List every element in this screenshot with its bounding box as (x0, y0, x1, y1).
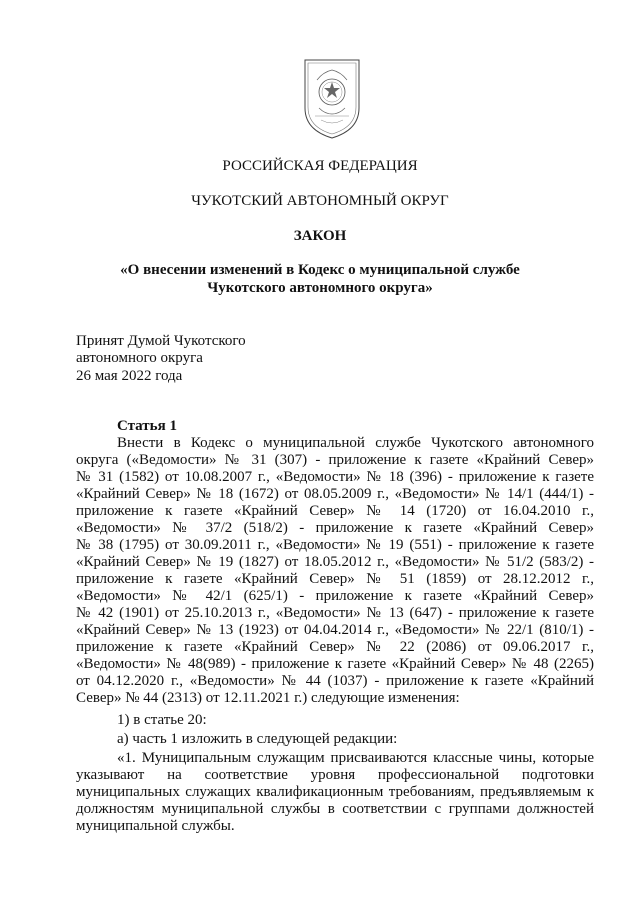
adoption-line-2: автономного округа (76, 350, 203, 366)
adoption-date: 26 мая 2022 года (76, 368, 183, 384)
paragraph-line: № 31 (1582) от 10.08.2007 г., «Ведомости» № 18 (396) - приложение к газете (76, 469, 594, 485)
list-item-a: а) часть 1 изложить в следующей редакции: (117, 731, 398, 747)
coat-of-arms-emblem (303, 58, 361, 140)
law-title-line-2: Чукотского автономного округа» (207, 280, 433, 296)
paragraph-line: № 38 (1795) от 30.09.2011 г., «Ведомости» № 19 (551) - приложение к газете (76, 537, 594, 553)
paragraph-line: «Крайний Север» № 18 (1672) от 08.05.2009 г., «Ведомости» № 14/1 (444/1) - (76, 486, 594, 502)
quote-line: должностям муниципальной службы в соответствии с группами должностей (76, 801, 594, 817)
paragraph-line: от 04.12.2020 г., «Ведомости» № 44 (1037) - приложение к газете «Крайний (76, 673, 594, 689)
paragraph-line: «Крайний Север» № 13 (1923) от 04.04.2014 г., «Ведомости» № 22/1 (810/1) - (76, 622, 594, 638)
paragraph-line: № 42 (1901) от 25.10.2013 г., «Ведомости» № 13 (647) - приложение к газете (76, 605, 594, 621)
region-heading: ЧУКОТСКИЙ АВТОНОМНЫЙ ОКРУГ (191, 193, 449, 209)
paragraph-line: приложение к газете «Крайний Север» № 14 (1720) от 16.04.2010 г., (76, 503, 594, 519)
list-item-1: 1) в статье 20: (117, 712, 207, 728)
paragraph-line: «Ведомости» № 42/1 (625/1) - приложение к газете «Крайний Север» (76, 588, 594, 604)
document-type-heading: ЗАКОН (293, 228, 347, 244)
adoption-line-1: Принят Думой Чукотского (76, 333, 246, 349)
paragraph-line: Внести в Кодекс о муниципальной службе Чукотского автономного (117, 435, 594, 451)
paragraph-line: «Крайний Север» № 19 (1827) от 18.05.2012 г., «Ведомости» № 51/2 (583/2) - (76, 554, 594, 570)
paragraph-line: округа («Ведомости» № 31 (307) - приложение к газете «Крайний Север» (76, 452, 594, 468)
paragraph-line: приложение к газете «Крайний Север» № 51 (1859) от 28.12.2012 г., (76, 571, 594, 587)
paragraph-line: приложение к газете «Крайний Север» № 22 (2086) от 09.06.2017 г., (76, 639, 594, 655)
quote-line: муниципальных служащих квалификационным требованиям, предъявляемым к (76, 784, 594, 800)
quote-line: указывают на соответствие уровня профессиональной подготовки (76, 767, 594, 783)
paragraph-line: «Ведомости» № 48(989) - приложение к газете «Крайний Север» № 48 (2265) (76, 656, 594, 672)
law-title-line-1: «О внесении изменений в Кодекс о муниципальной службе (120, 262, 520, 278)
paragraph-line: Север» № 44 (2313) от 12.11.2021 г.) следующие изменения: (76, 690, 460, 706)
country-heading: РОССИЙСКАЯ ФЕДЕРАЦИЯ (222, 158, 418, 174)
quote-line: «1. Муниципальным служащим присваиваются классные чины, которые (117, 750, 594, 766)
quote-line: муниципальной службы. (76, 818, 235, 834)
article-heading: Статья 1 (117, 418, 177, 434)
paragraph-line: «Ведомости» № 37/2 (518/2) - приложение к газете «Крайний Север» (76, 520, 594, 536)
